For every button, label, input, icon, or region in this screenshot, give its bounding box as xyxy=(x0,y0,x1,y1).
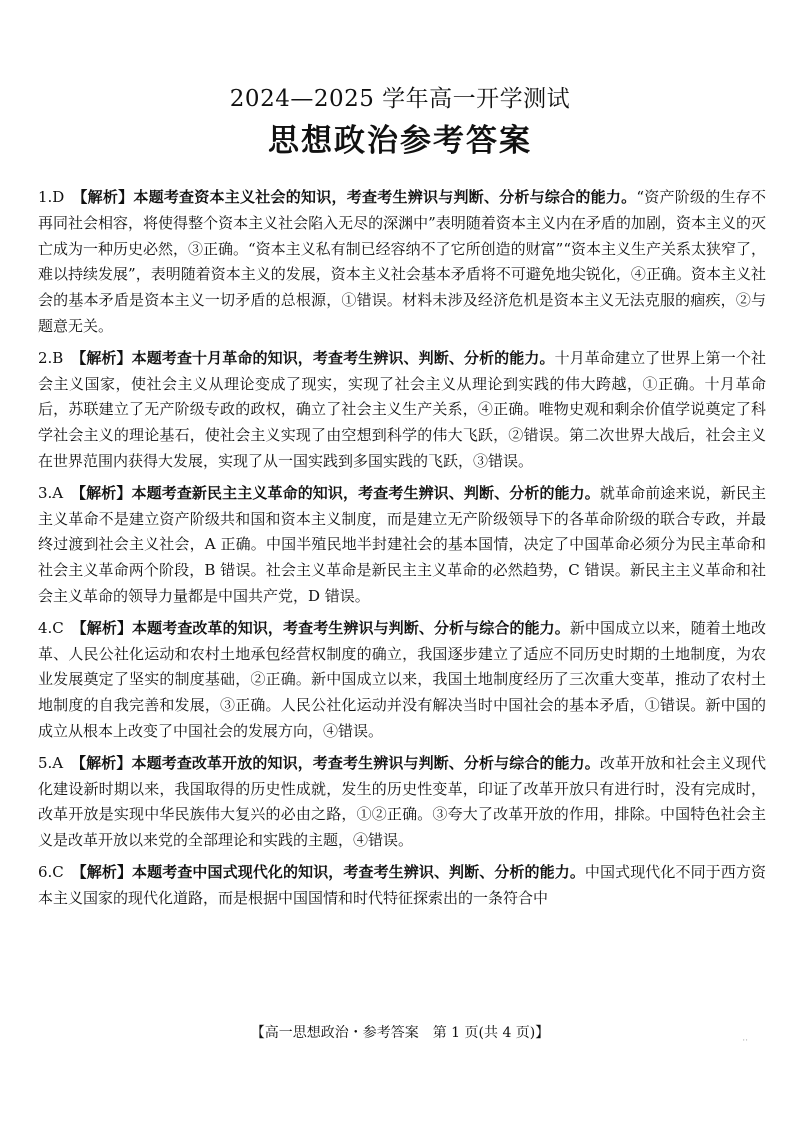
analysis-text: “资产阶级的生存不再同社会相容，将使得整个资本主义社会陷入无尽的深渊中”表明随着资本主义内在矛盾的加剧，资本主义的灭亡成为一种历史必然，③正确。“资本主义私有制已经容纳不了它所创造的财富”“资本主义生产关系太狭窄了，难以持续发展”，表明随着资本主义的发展，资本主义社会基本矛盾将不可避免地尖锐化，④正确。资本主义社会的基本矛盾是资本主义一切矛盾的总根源，①错误。材料未涉及经济危机是资本主义无法克服的痼疾，②与题意无关。 xyxy=(38,188,767,335)
answer-item-4 xyxy=(38,616,766,745)
exam-title: 2024—2025 学年高一开学测试 xyxy=(229,86,571,112)
document-header xyxy=(0,82,800,163)
question-number: 6.C xyxy=(38,862,64,881)
question-number: 4.C xyxy=(38,618,64,637)
question-number: 2.B xyxy=(38,348,64,367)
answer-item-1 xyxy=(38,185,766,340)
analysis-heading: 【解析】本题考查改革的知识，考查考生辨识与判断、分析与综合的能力。 xyxy=(71,618,570,637)
analysis-text: 新中国成立以来，随着土地改革、人民公社化运动和农村土地承包经营权制度的确立，我国逐步建立了适应不同历史时期的土地制度，为农业发展奠定了坚实的制度基础，②正确。新中国成立以来，我国土地制度经历了三次重大变革，推动了农村土地制度的自我完善和发展，③正确。人民公社化运动并没有解决当时中国社会的基本矛盾，①错误。新中国的成立从根本上改变了中国社会的发展方向，④错误。 xyxy=(38,618,766,740)
answer-list xyxy=(38,185,766,918)
question-number: 1.D xyxy=(38,188,65,206)
analysis-text: 中国式现代化不同于西方资本主义国家的现代化道路，而是根据中国国情和时代特征探索出的一条符合中 xyxy=(38,862,766,907)
answer-title: 思想政治参考答案 xyxy=(268,123,532,159)
question-number: 5.A xyxy=(38,753,64,772)
answer-item-3 xyxy=(38,481,766,610)
analysis-heading: 【解析】本题考查新民主主义革命的知识，考查考生辨识、判断、分析的能力。 xyxy=(71,483,600,502)
analysis-text: 十月革命建立了世界上第一个社会主义国家，使社会主义从理论变成了现实，实现了社会主义从理论到实践的伟大跨越，①正确。十月革命后，苏联建立了无产阶级专政的政权，确立了社会主义生产关系，④正确。唯物史观和剩余价值学说奠定了科学社会主义的理论基石，使社会主义实现了由空想到科学的伟大飞跃，②错误。第二次世界大战后，社会主义在世界范围内获得大发展，实现了从一国实践到多国实践的飞跃，③错误。 xyxy=(38,348,766,470)
answer-item-5 xyxy=(38,751,766,854)
answer-item-6 xyxy=(38,860,766,912)
analysis-heading: 【解析】本题考查资本主义社会的知识，考查考生辨识与判断、分析与综合的能力。 xyxy=(72,188,637,206)
corner-mark: ·· xyxy=(742,1036,748,1046)
analysis-heading: 【解析】本题考查改革开放的知识，考查考生辨识与判断、分析与综合的能力。 xyxy=(71,753,600,772)
analysis-heading: 【解析】本题考查中国式现代化的知识，考查考生辨识、判断、分析的能力。 xyxy=(71,862,585,881)
page-footer: 【高一思想政治・参考答案 第 1 页(共 4 页)】 xyxy=(250,1025,550,1041)
answer-item-2 xyxy=(38,346,766,475)
question-number: 3.A xyxy=(38,483,64,502)
analysis-heading: 【解析】本题考查十月革命的知识，考查考生辨识、判断、分析的能力。 xyxy=(71,348,555,367)
analysis-text: 就革命前途来说，新民主主义革命不是建立资产阶级共和国和资本主义制度，而是建立无产阶级领导下的各革命阶级的联合专政，并最终过渡到社会主义社会，A 正确。中国半殖民地半封建社会的基本国情，决定了中国革命必须分为民主革命和社会主义革命两个阶段，B 错误。社会主义革命是新民主主义革命的必然趋势，C 错误。新民主主义革命和社会主义革命的领导力量都是中国共产党，D 错误。 xyxy=(38,483,766,605)
analysis-text: 改革开放和社会主义现代化建设新时期以来，我国取得的历史性成就，发生的历史性变革，印证了改革开放只有进行时，没有完成时，改革开放是实现中华民族伟大复兴的必由之路，①②正确。③夸大了改革开放的作用，排除。中国特色社会主义是改革开放以来党的全部理论和实践的主题，④错误。 xyxy=(38,753,766,850)
